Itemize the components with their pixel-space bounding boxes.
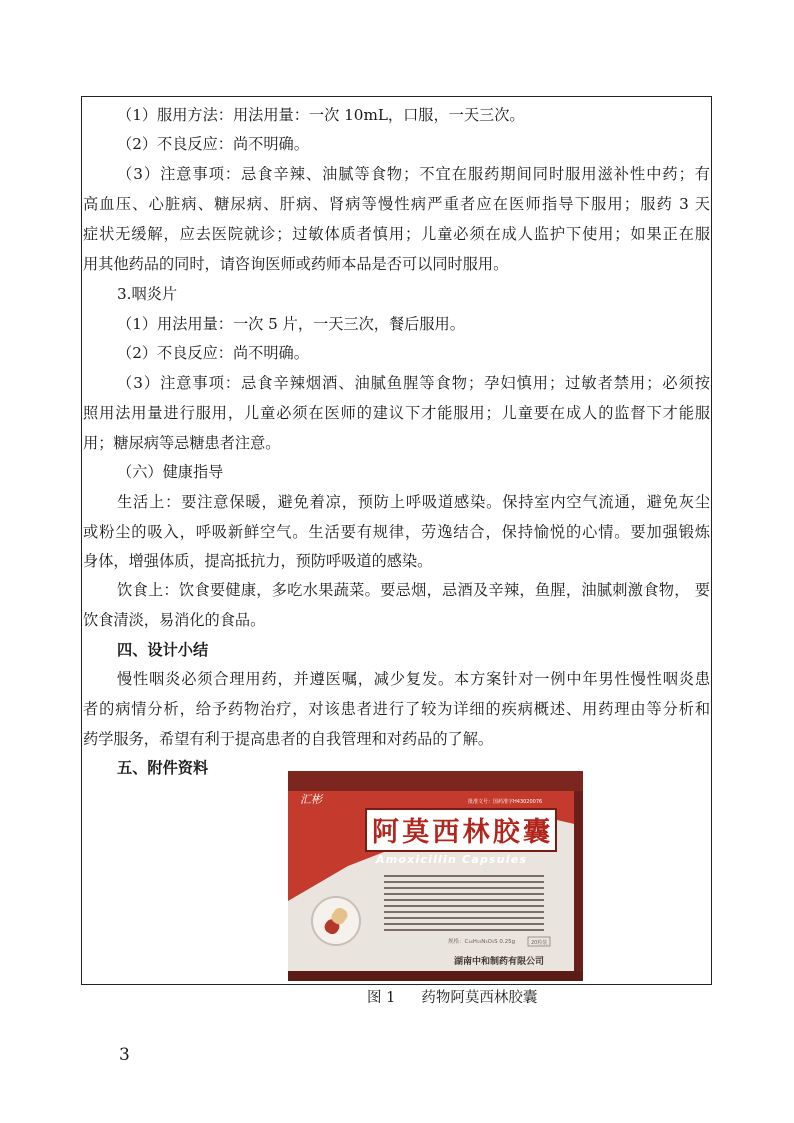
box-spec: 规格：C₁₆H₁₉N₃O₅S 0.25g (448, 939, 516, 945)
text-line: 用；糖尿病等忌糖患者注意。 (83, 434, 281, 452)
text-line: （2）不良反应：尚不明确。 (117, 344, 309, 362)
box-maker: 湖南中和制药有限公司 (454, 957, 545, 967)
box-brand: 汇彬 (300, 793, 322, 806)
text-line: 身体，增强体质，提高抵抗力，预防呼吸道的感染。 (83, 552, 433, 570)
section-heading: 五、附件资料 (117, 759, 209, 777)
text-line: （3）注意事项：忌食辛辣、油腻等食物；不宜在服药期间同时服用滋补性中药；有 (117, 165, 710, 183)
page-number: 3 (119, 1045, 130, 1065)
text-line: 药学服务，希望有利于提高患者的自我管理和对药品的了解。 (83, 730, 494, 748)
text-line: 照用法用量进行服用，儿童必须在医师的建议下才能服用；儿童要在成人的监督下才能服 (83, 404, 710, 422)
text-line: 生活上：要注意保暖，避免着凉，预防上呼吸道感染。保持室内空气流通，避免灰尘 (117, 493, 710, 511)
text-line: 慢性咽炎必须合理用药，并遵医嘱，减少复发。本方案针对一例中年男性慢性咽炎患 (117, 670, 710, 688)
box-title: 阿莫西林胶囊 (372, 817, 550, 848)
text-line: （2）不良反应：尚不明确。 (117, 135, 309, 153)
box-count: 20粒装 (531, 940, 548, 946)
text-line: 用其他药品的同时，请咨询医师或药师本品是否可以同时服用。 (83, 255, 509, 273)
section-heading: 四、设计小结 (117, 641, 209, 659)
medicine-box-photo (288, 771, 583, 981)
text-line: 高血压、心脏病、糖尿病、肝病、肾病等慢性病严重者应在医师指导下服用；服药 3 天 (83, 195, 710, 213)
text-line: 饮食上：饮食要健康，多吃水果蔬菜。要忌烟，忌酒及辛辣，鱼腥，油腻刺激食物， 要 (117, 581, 710, 599)
text-line: 症状无缓解，应去医院就诊；过敏体质者慎用；儿童必须在成人监护下使用；如果正在服 (83, 225, 710, 243)
text-line: （1）用法用量：一次 5 片，一天三次，餐后服用。 (117, 315, 465, 333)
box-approval: 批准文号：国药准字H43020076 (468, 799, 543, 805)
text-line: 或粉尘的吸入，呼吸新鲜空气。生活要有规律，劳逸结合，保持愉悦的心情。要加强锻炼 (83, 523, 710, 541)
caption-text: 药物阿莫西林胶囊 (421, 990, 538, 1006)
text-line: （1）服用方法：用法用量：一次 10mL，口服，一天三次。 (117, 106, 525, 124)
subsection-heading: 3.咽炎片 (117, 285, 178, 303)
caption-number: 图 1 (367, 990, 396, 1006)
text-line: 者的病情分析，给予药物治疗，对该患者进行了较为详细的疾病概述、用药理由等分析和 (83, 700, 710, 718)
subsection-heading: （六）健康指导 (117, 463, 224, 481)
box-english: Amoxicillin Capsules (376, 853, 526, 866)
text-line: （3）注意事项：忌食辛辣烟酒、油腻鱼腥等食物；孕妇慎用；过敏者禁用；必须按 (117, 374, 710, 392)
figure-caption (367, 988, 537, 1008)
text-line: 饮食清淡，易消化的食品。 (83, 611, 266, 629)
